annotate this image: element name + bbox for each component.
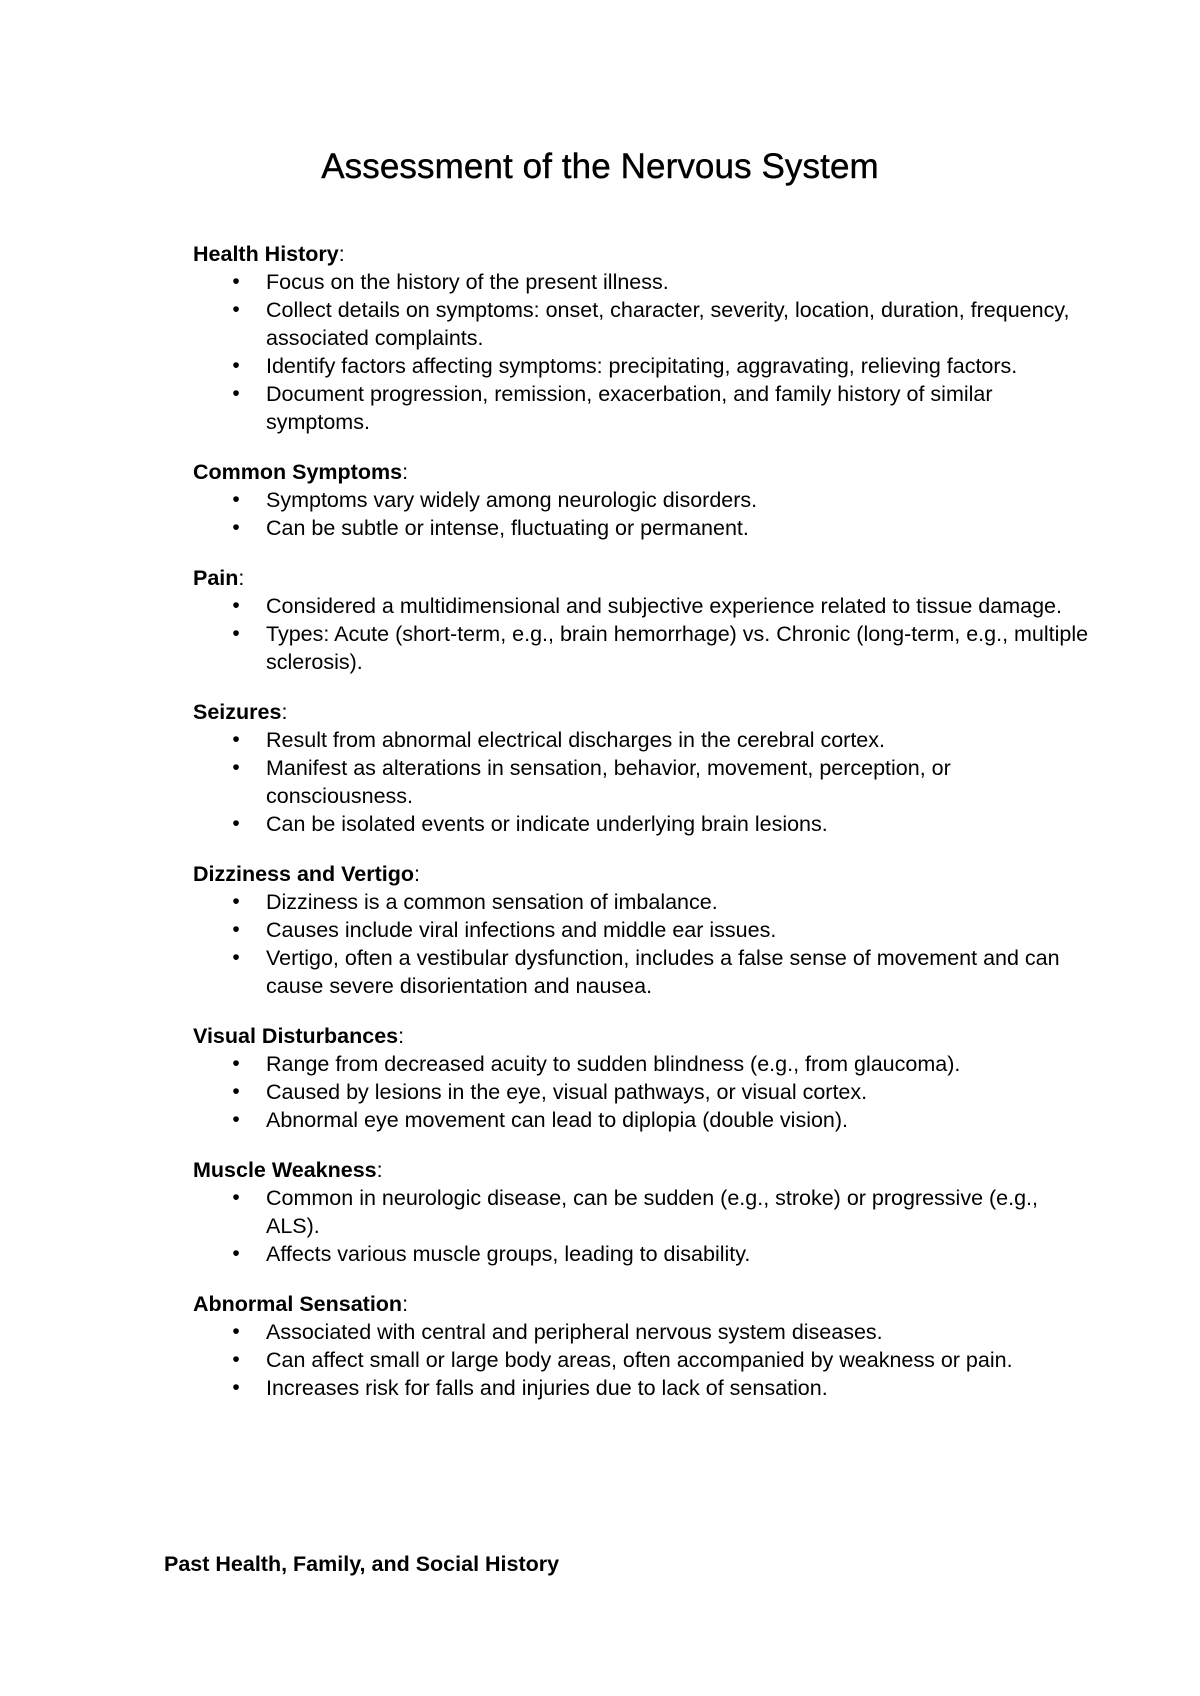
list-item-text: Document progression, remission, exacerbation, and family history of similar symptoms.	[266, 382, 993, 434]
section-heading	[193, 1156, 1093, 1184]
bullet-icon: •	[232, 382, 240, 405]
bullet-list	[193, 486, 1093, 542]
section-heading-label: Muscle Weakness	[193, 1158, 377, 1182]
list-item-text: Can be subtle or intense, fluctuating or permanent.	[266, 516, 749, 540]
list-item-text: Manifest as alterations in sensation, behavior, movement, perception, or consciousness.	[266, 756, 951, 808]
bullet-list	[193, 726, 1093, 838]
list-item-text: Caused by lesions in the eye, visual pathways, or visual cortex.	[266, 1080, 868, 1104]
bullet-icon: •	[232, 354, 240, 377]
bullet-icon: •	[232, 1320, 240, 1343]
list-item	[193, 1078, 1093, 1106]
section-heading	[193, 860, 1093, 888]
list-item-text: Common in neurologic disease, can be sudden (e.g., stroke) or progressive (e.g., ALS).	[266, 1186, 1039, 1238]
list-item-text: Identify factors affecting symptoms: precipitating, aggravating, relieving factors.	[266, 354, 1018, 378]
bullet-icon: •	[232, 1080, 240, 1103]
list-item-text: Symptoms vary widely among neurologic disorders.	[266, 488, 758, 512]
document-section	[193, 1156, 1093, 1268]
list-item-text: Can affect small or large body areas, often accompanied by weakness or pain.	[266, 1348, 1013, 1372]
bullet-icon: •	[232, 1242, 240, 1265]
list-item-text: Dizziness is a common sensation of imbalance.	[266, 890, 718, 914]
list-item-text: Focus on the history of the present illness.	[266, 270, 669, 294]
list-item	[193, 754, 1093, 810]
list-item-text: Affects various muscle groups, leading to disability.	[266, 1242, 751, 1266]
bullet-icon: •	[232, 812, 240, 835]
section-heading	[193, 1290, 1093, 1318]
section-heading	[193, 240, 1093, 268]
list-item-text: Vertigo, often a vestibular dysfunction, includes a false sense of movement and can cause severe disorientation and nausea.	[266, 946, 1060, 998]
list-item-text: Can be isolated events or indicate underlying brain lesions.	[266, 812, 828, 836]
list-item-text: Increases risk for falls and injuries due to lack of sensation.	[266, 1376, 828, 1400]
section-heading-label: Seizures	[193, 700, 282, 724]
bullet-icon: •	[232, 298, 240, 321]
bullet-icon: •	[232, 622, 240, 645]
section-heading-colon: :	[402, 1292, 409, 1316]
document-section	[193, 240, 1093, 436]
section-heading-colon: :	[281, 700, 288, 724]
list-item	[193, 380, 1093, 436]
section-heading-label: Visual Disturbances	[193, 1024, 399, 1048]
list-item-text: Collect details on symptoms: onset, character, severity, location, duration, frequency, associated complaints.	[266, 298, 1070, 350]
bullet-icon: •	[232, 1052, 240, 1075]
list-item-text: Associated with central and peripheral nervous system diseases.	[266, 1320, 883, 1344]
section-heading	[193, 458, 1093, 486]
document-section	[193, 458, 1093, 542]
list-item	[193, 514, 1093, 542]
list-item-text: Result from abnormal electrical discharges in the cerebral cortex.	[266, 728, 885, 752]
bullet-icon: •	[232, 890, 240, 913]
section-heading-colon: :	[398, 1024, 405, 1048]
bullet-icon: •	[232, 728, 240, 751]
document-section	[193, 1022, 1093, 1134]
document-section	[193, 698, 1093, 838]
list-item	[193, 1240, 1093, 1268]
section-heading-colon: :	[238, 566, 245, 590]
section-heading-label: Pain	[193, 566, 239, 590]
section-heading-colon: :	[402, 460, 409, 484]
list-item	[193, 1050, 1093, 1078]
document-section	[193, 1290, 1093, 1402]
bullet-icon: •	[232, 488, 240, 511]
bullet-icon: •	[232, 1348, 240, 1371]
bullet-icon: •	[232, 946, 240, 969]
list-item	[193, 1346, 1093, 1374]
list-item-text: Range from decreased acuity to sudden blindness (e.g., from glaucoma).	[266, 1052, 961, 1076]
bullet-list	[193, 592, 1093, 676]
list-item	[193, 486, 1093, 514]
list-item	[193, 296, 1093, 352]
bullet-icon: •	[232, 594, 240, 617]
section-heading	[193, 698, 1093, 726]
list-item	[193, 916, 1093, 944]
bullet-icon: •	[232, 1376, 240, 1399]
bullet-icon: •	[232, 516, 240, 539]
list-item	[193, 810, 1093, 838]
list-item	[193, 592, 1093, 620]
list-item	[193, 620, 1093, 676]
document-section	[193, 564, 1093, 676]
section-heading-label: Health History	[193, 242, 339, 266]
section-heading-label: Abnormal Sensation	[193, 1292, 403, 1316]
bullet-list	[193, 1184, 1093, 1268]
list-item	[193, 1106, 1093, 1134]
list-item-text: Types: Acute (short-term, e.g., brain hemorrhage) vs. Chronic (long-term, e.g., multiple sclerosis).	[266, 622, 1089, 674]
section-heading-label: Common Symptoms	[193, 460, 403, 484]
list-item	[193, 268, 1093, 296]
bullet-list	[193, 1050, 1093, 1134]
bullet-list	[193, 888, 1093, 1000]
page-title: Assessment of the Nervous System	[321, 147, 879, 186]
list-item-text: Considered a multidimensional and subjective experience related to tissue damage.	[266, 594, 1062, 618]
section-heading-colon: :	[414, 862, 421, 886]
bullet-list	[193, 1318, 1093, 1402]
document-section	[193, 860, 1093, 1000]
bullet-icon: •	[232, 918, 240, 941]
list-item-text: Abnormal eye movement can lead to diplopia (double vision).	[266, 1108, 849, 1132]
document-body	[193, 240, 1093, 1424]
section-heading-colon: :	[376, 1158, 383, 1182]
list-item	[193, 944, 1093, 1000]
list-item-text: Causes include viral infections and middle ear issues.	[266, 918, 777, 942]
section-heading	[193, 564, 1093, 592]
bullet-list	[193, 268, 1093, 436]
list-item	[193, 888, 1093, 916]
bullet-icon: •	[232, 1186, 240, 1209]
bullet-icon: •	[232, 1108, 240, 1131]
section-heading-colon: :	[338, 242, 345, 266]
list-item	[193, 726, 1093, 754]
bullet-icon: •	[232, 756, 240, 779]
bullet-icon: •	[232, 270, 240, 293]
list-item	[193, 352, 1093, 380]
list-item	[193, 1318, 1093, 1346]
section-heading-past-health: Past Health, Family, and Social History	[164, 1552, 560, 1576]
list-item	[193, 1184, 1093, 1240]
section-heading-label: Dizziness and Vertigo	[193, 862, 415, 886]
section-heading	[193, 1022, 1093, 1050]
list-item	[193, 1374, 1093, 1402]
